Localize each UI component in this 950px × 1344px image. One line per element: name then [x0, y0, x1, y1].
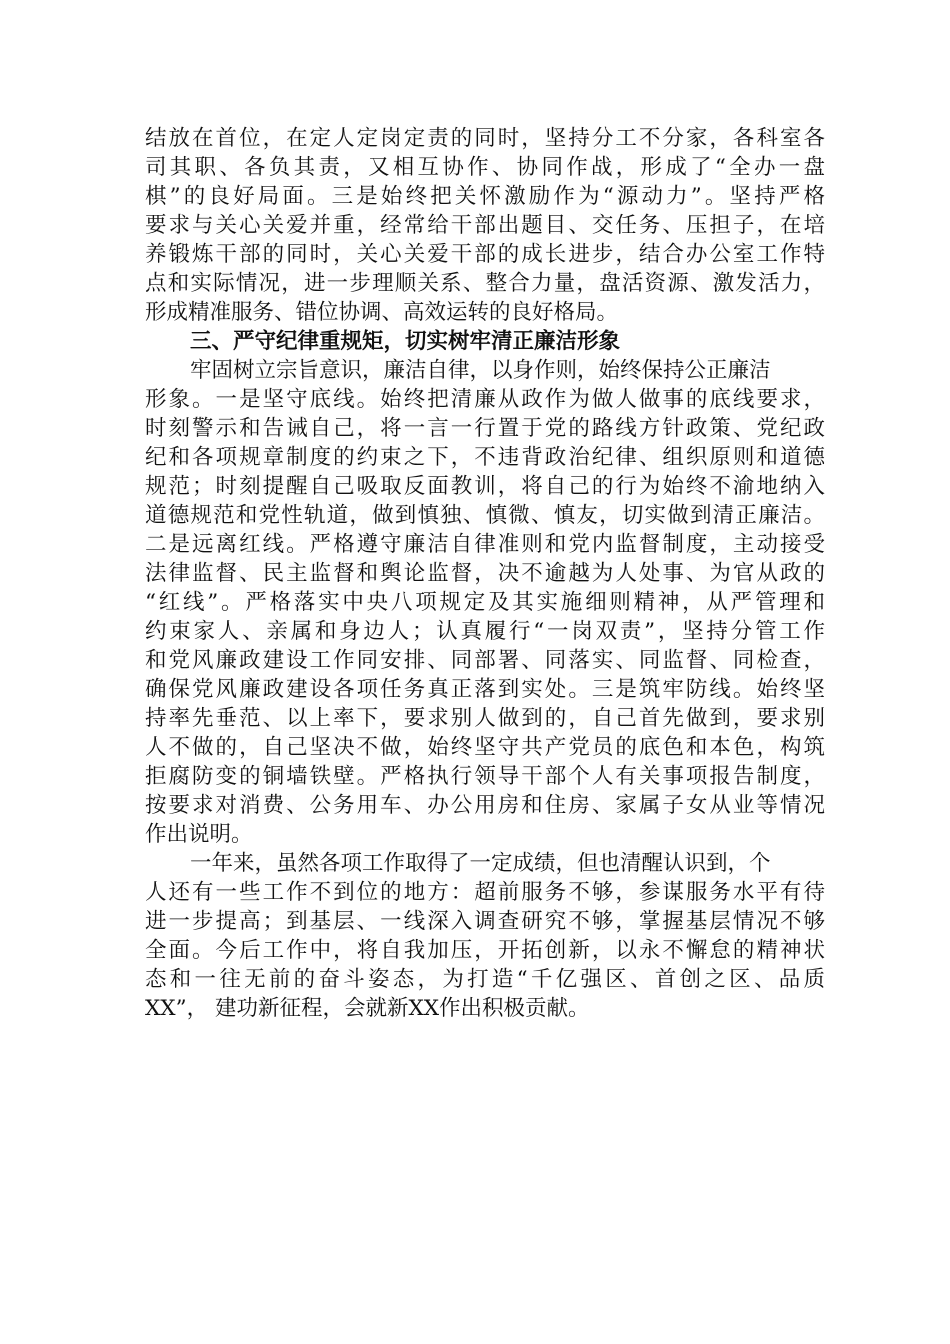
text-line: 人还有一些工作不到位的地方：超前服务不够，参谋服务水平有待: [145, 880, 825, 905]
text-line: 棋”的良好局面。三是始终把关怀激励作为“源动力”。坚持严格: [145, 184, 825, 209]
section-three-heading: 三、严守纪律重规矩，切实树牢清正廉洁形象: [190, 329, 621, 354]
text-line: 进一步提高；到基层、一线深入调查研究不够，掌握基层情况不够: [145, 909, 825, 934]
text-line: 一年来，虽然各项工作取得了一定成绩，但也清醒认识到，个: [190, 851, 771, 876]
text-line: 结放在首位，在定人定岗定责的同时，坚持分工不分家，各科室各: [145, 126, 825, 151]
text-line: 确保党风廉政建设各项任务真正落到实处。三是筑牢防线。始终坚: [145, 677, 825, 702]
text-line: 点和实际情况，进一步理顺关系、整合力量，盘活资源、激发活力，: [145, 271, 825, 296]
text-line: 形象。一是坚守底线。始终把清廉从政作为做人做事的底线要求，: [145, 387, 825, 412]
text-line: 形成精准服务、错位协调、高效运转的良好格局。: [145, 300, 619, 325]
text-line: 人不做的，自己坚决不做，始终坚守共产党员的底色和本色，构筑: [145, 735, 825, 760]
text-line: 和党风廉政建设工作同安排、同部署、同落实、同监督、同检查，: [145, 648, 825, 673]
text-line: 约束家人、亲属和身边人；认真履行“一岗双责”，坚持分管工作: [145, 619, 825, 644]
text-line: 按要求对消费、公务用车、办公用房和住房、家属子女从业等情况: [145, 793, 825, 818]
text-line: XX”， 建功新征程，会就新XX作出积极贡献。: [145, 996, 590, 1021]
text-line: “红线”。严格落实中央八项规定及其实施细则精神，从严管理和: [145, 590, 825, 615]
text-line: 作出说明。: [145, 822, 253, 847]
text-line: 要求与关心关爱并重，经常给干部出题目、交任务、压担子，在培: [145, 213, 825, 238]
text-line: 时刻警示和告诫自己，将一言一行置于党的路线方针政策、党纪政: [145, 416, 825, 441]
text-line: 牢固树立宗旨意识，廉洁自律，以身作则，始终保持公正廉洁: [190, 358, 771, 383]
text-line: 纪和各项规章制度的约束之下，不违背政治纪律、组织原则和道德: [145, 445, 825, 470]
paragraph-section-three: [145, 356, 825, 849]
text-line: 拒腐防变的铜墙铁壁。严格执行领导干部个人有关事项报告制度，: [145, 764, 825, 789]
document-body: [145, 124, 825, 1023]
text-line: 态和一往无前的奋斗姿态，为打造“千亿强区、首创之区、品质: [145, 967, 825, 992]
text-line: 规范；时刻提醒自己吸取反面教训，将自己的行为始终不渝地纳入: [145, 474, 825, 499]
text-line: 养锻炼干部的同时，关心关爱干部的成长进步，结合办公室工作特: [145, 242, 825, 267]
paragraph-conclusion: [145, 849, 825, 1023]
text-line: 二是远离红线。严格遵守廉洁自律准则和党内监督制度，主动接受: [145, 532, 825, 557]
text-line: 持率先垂范、以上率下，要求别人做到的，自己首先做到，要求别: [145, 706, 825, 731]
text-line: 全面。今后工作中，将自我加压，开拓创新，以永不懈怠的精神状: [145, 938, 825, 963]
text-line: 法律监督、民主监督和舆论监督，决不逾越为人处事、为官从政的: [145, 561, 825, 586]
paragraph-section-two-continued: [145, 124, 825, 327]
text-line: 司其职、各负其责，又相互协作、协同作战，形成了“全办一盘: [145, 155, 825, 180]
text-line: 道德规范和党性轨道，做到慎独、慎微、慎友，切实做到清正廉洁。: [145, 503, 825, 528]
